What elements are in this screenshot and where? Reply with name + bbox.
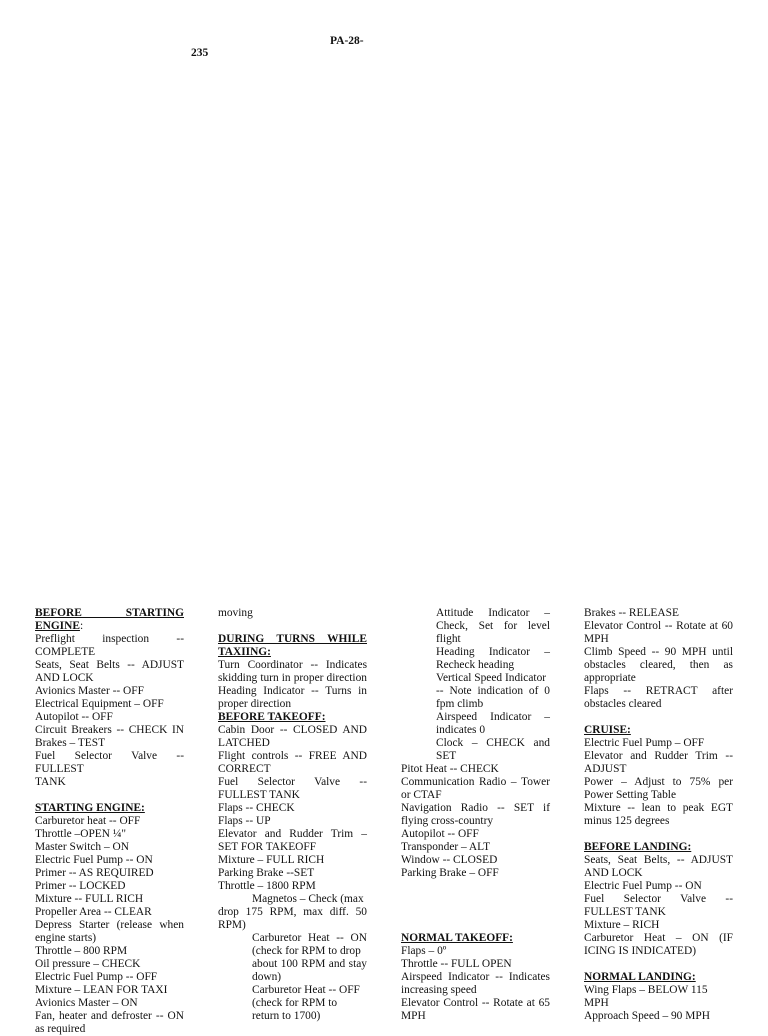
- section-heading-before-takeoff: BEFORE TAKEOFF:: [218, 711, 326, 723]
- checklist-line: Cabin Door -- CLOSED AND: [218, 724, 367, 736]
- checklist-line: SET FOR TAKEOFF: [218, 841, 317, 853]
- checklist-line: drop 175 RPM, max diff. 50: [218, 906, 367, 918]
- checklist-column-1: [35, 607, 184, 1036]
- checklist-line: appropriate: [584, 672, 636, 684]
- checklist-line: FULLEST TANK: [218, 789, 300, 801]
- checklist-line: flying cross-country: [401, 815, 494, 827]
- checklist-line: Clock – CHECK and: [436, 737, 550, 749]
- checklist-column-3: [401, 607, 550, 1023]
- checklist-line: Throttle – 1800 RPM: [218, 880, 316, 892]
- checklist-line: (check for RPM to drop: [252, 945, 361, 957]
- checklist-line: flight: [436, 633, 461, 645]
- section-heading-normal-landing: NORMAL LANDING:: [584, 971, 696, 983]
- checklist-line: minus 125 degrees: [584, 815, 670, 827]
- checklist-line: ICING IS INDICATED): [584, 945, 696, 957]
- checklist-line: proper direction: [218, 698, 292, 710]
- checklist-line: MPH: [584, 997, 609, 1009]
- checklist-line: Primer -- LOCKED: [35, 880, 126, 892]
- checklist-line: Check, Set for level: [436, 620, 550, 632]
- checklist-line: Electric Fuel Pump -- ON: [35, 854, 153, 866]
- checklist-line: Carburetor heat -- OFF: [35, 815, 141, 827]
- checklist-column-2: [218, 607, 367, 1023]
- checklist-line: RPM): [218, 919, 246, 931]
- checklist-line: Airspeed Indicator –: [436, 711, 550, 723]
- checklist-line: Parking Brake --SET: [218, 867, 315, 879]
- checklist-line: Mixture – RICH: [584, 919, 660, 931]
- checklist-line: Electrical Equipment – OFF: [35, 698, 164, 710]
- checklist-line: skidding turn in proper direction: [218, 672, 367, 684]
- checklist-line: MPH: [584, 633, 609, 645]
- checklist-line: Airspeed Indicator -- Indicates: [401, 971, 550, 983]
- checklist-line: or CTAF: [401, 789, 442, 801]
- checklist-line: SET: [436, 750, 457, 762]
- checklist-line: COMPLETE: [35, 646, 96, 658]
- checklist-line: down): [252, 971, 282, 983]
- checklist-line: Flaps -- RETRACT after: [584, 685, 733, 697]
- checklist-line: Depress Starter (release when: [35, 919, 184, 931]
- checklist-line: obstacles cleared, then as: [584, 659, 733, 671]
- checklist-line: Mixture -- lean to peak EGT: [584, 802, 733, 814]
- checklist-line: Navigation Radio -- SET if: [401, 802, 550, 814]
- checklist-line: indicates 0: [436, 724, 486, 736]
- checklist-line: Communication Radio – Tower: [401, 776, 550, 788]
- section-heading-cruise: CRUISE:: [584, 724, 631, 736]
- checklist-line: Preflight inspection --: [35, 633, 184, 645]
- checklist-line: Turn Coordinator -- Indicates: [218, 659, 367, 671]
- checklist-line: Oil pressure – CHECK: [35, 958, 141, 970]
- checklist-line: Electric Fuel Pump -- OFF: [35, 971, 158, 983]
- checklist-line: Parking Brake – OFF: [401, 867, 499, 879]
- checklist-line: Flaps -- UP: [218, 815, 271, 827]
- checklist-line: Throttle –OPEN ¼": [35, 828, 127, 840]
- checklist-line: Mixture – LEAN FOR TAXI: [35, 984, 168, 996]
- checklist-line: Pitot Heat -- CHECK: [401, 763, 499, 775]
- section-heading-starting-engine: STARTING ENGINE:: [35, 802, 145, 814]
- checklist-line: Circuit Breakers -- CHECK IN: [35, 724, 184, 736]
- checklist-line: -- Note indication of 0: [436, 685, 550, 697]
- section-heading-during-turns-cont: TAXIING:: [218, 646, 271, 658]
- checklist-line: Throttle – 800 RPM: [35, 945, 128, 957]
- checklist-line: Vertical Speed Indicator: [436, 672, 547, 684]
- checklist-line: Heading Indicator –: [436, 646, 550, 658]
- checklist-line: obstacles cleared: [584, 698, 662, 710]
- checklist-column-4: [584, 607, 733, 1023]
- checklist-line: as required: [35, 1023, 86, 1035]
- checklist-line: Elevator and Rudder Trim --: [584, 750, 733, 762]
- checklist-line: LATCHED: [218, 737, 270, 749]
- checklist-line: Primer -- AS REQUIRED: [35, 867, 154, 879]
- checklist-line: Carburetor Heat -- OFF: [252, 984, 360, 996]
- checklist-line: Approach Speed – 90 MPH: [584, 1010, 710, 1022]
- checklist-line: return to 1700): [252, 1010, 321, 1022]
- checklist-line: Avionics Master -- OFF: [35, 685, 144, 697]
- checklist-line: Avionics Master – ON: [35, 997, 138, 1009]
- section-heading-before-landing: BEFORE LANDING:: [584, 841, 692, 853]
- checklist-line: AND LOCK: [35, 672, 94, 684]
- checklist-line: Carburetor Heat -- ON: [252, 932, 367, 944]
- checklist-line: Brakes – TEST: [35, 737, 106, 749]
- checklist-line: Electric Fuel Pump – OFF: [584, 737, 705, 749]
- checklist-line: TANK: [35, 776, 66, 788]
- checklist-line: Fuel Selector Valve --: [584, 893, 733, 905]
- section-heading-before-starting-engine: BEFORE STARTING: [35, 607, 184, 619]
- checklist-line: Flaps -- CHECK: [218, 802, 295, 814]
- checklist-line: increasing speed: [401, 984, 477, 996]
- checklist-line: Elevator and Rudder Trim –: [218, 828, 367, 840]
- checklist-line: Power Setting Table: [584, 789, 677, 801]
- checklist-line: Propeller Area -- CLEAR: [35, 906, 152, 918]
- checklist-line: Fuel Selector Valve --: [218, 776, 367, 788]
- checklist-line: Recheck heading: [436, 659, 515, 671]
- checklist-line: Master Switch – ON: [35, 841, 129, 853]
- checklist-line: CORRECT: [218, 763, 271, 775]
- checklist-line: Throttle -- FULL OPEN: [401, 958, 512, 970]
- checklist-line: Autopilot -- OFF: [35, 711, 113, 723]
- checklist-line: Elevator Control -- Rotate at 65: [401, 997, 550, 1009]
- checklist-line: Elevator Control -- Rotate at 60: [584, 620, 733, 632]
- checklist-line: Transponder – ALT: [401, 841, 491, 853]
- checklist-line: Mixture – FULL RICH: [218, 854, 325, 866]
- checklist-line: moving: [218, 607, 253, 619]
- checklist-line: Window -- CLOSED: [401, 854, 498, 866]
- checklist-line: Carburetor Heat – ON (IF: [584, 932, 733, 944]
- checklist-line: FULLEST TANK: [584, 906, 666, 918]
- checklist-line: Flight controls -- FREE AND: [218, 750, 367, 762]
- checklist-line: (check for RPM to: [252, 997, 338, 1009]
- page-header-number: 235: [191, 47, 209, 59]
- checklist-line: ADJUST: [584, 763, 627, 775]
- checklist-line: Wing Flaps – BELOW 115: [584, 984, 708, 996]
- checklist-line: Brakes -- RELEASE: [584, 607, 679, 619]
- checklist-line: Attitude Indicator –: [436, 607, 550, 619]
- section-heading-before-starting-engine-cont: ENGINE:: [35, 620, 84, 632]
- checklist-line: Flaps – 0º: [401, 945, 447, 957]
- checklist-line: Seats, Seat Belts -- ADJUST: [35, 659, 184, 671]
- checklist-line: about 100 RPM and stay: [252, 958, 367, 970]
- section-heading-during-turns: DURING TURNS WHILE: [218, 633, 367, 645]
- checklist-line: MPH: [401, 1010, 426, 1022]
- page-header-model: PA-28-: [330, 35, 364, 47]
- checklist-line: engine starts): [35, 932, 97, 944]
- checklist-line: Power – Adjust to 75% per: [584, 776, 733, 788]
- checklist-line: Mixture -- FULL RICH: [35, 893, 144, 905]
- checklist-line: Fan, heater and defroster -- ON: [35, 1010, 184, 1022]
- checklist-line: Autopilot -- OFF: [401, 828, 479, 840]
- checklist-line: Heading Indicator -- Turns in: [218, 685, 367, 697]
- checklist-line: Electric Fuel Pump -- ON: [584, 880, 702, 892]
- checklist-line: Seats, Seat Belts, -- ADJUST: [584, 854, 733, 866]
- checklist-line: Climb Speed -- 90 MPH until: [584, 646, 733, 658]
- section-heading-normal-takeoff: NORMAL TAKEOFF:: [401, 932, 513, 944]
- checklist-line: Magnetos – Check (max: [252, 893, 364, 905]
- checklist-line: Fuel Selector Valve -- FULLEST: [35, 750, 184, 775]
- checklist-line: fpm climb: [436, 698, 484, 710]
- checklist-line: AND LOCK: [584, 867, 643, 879]
